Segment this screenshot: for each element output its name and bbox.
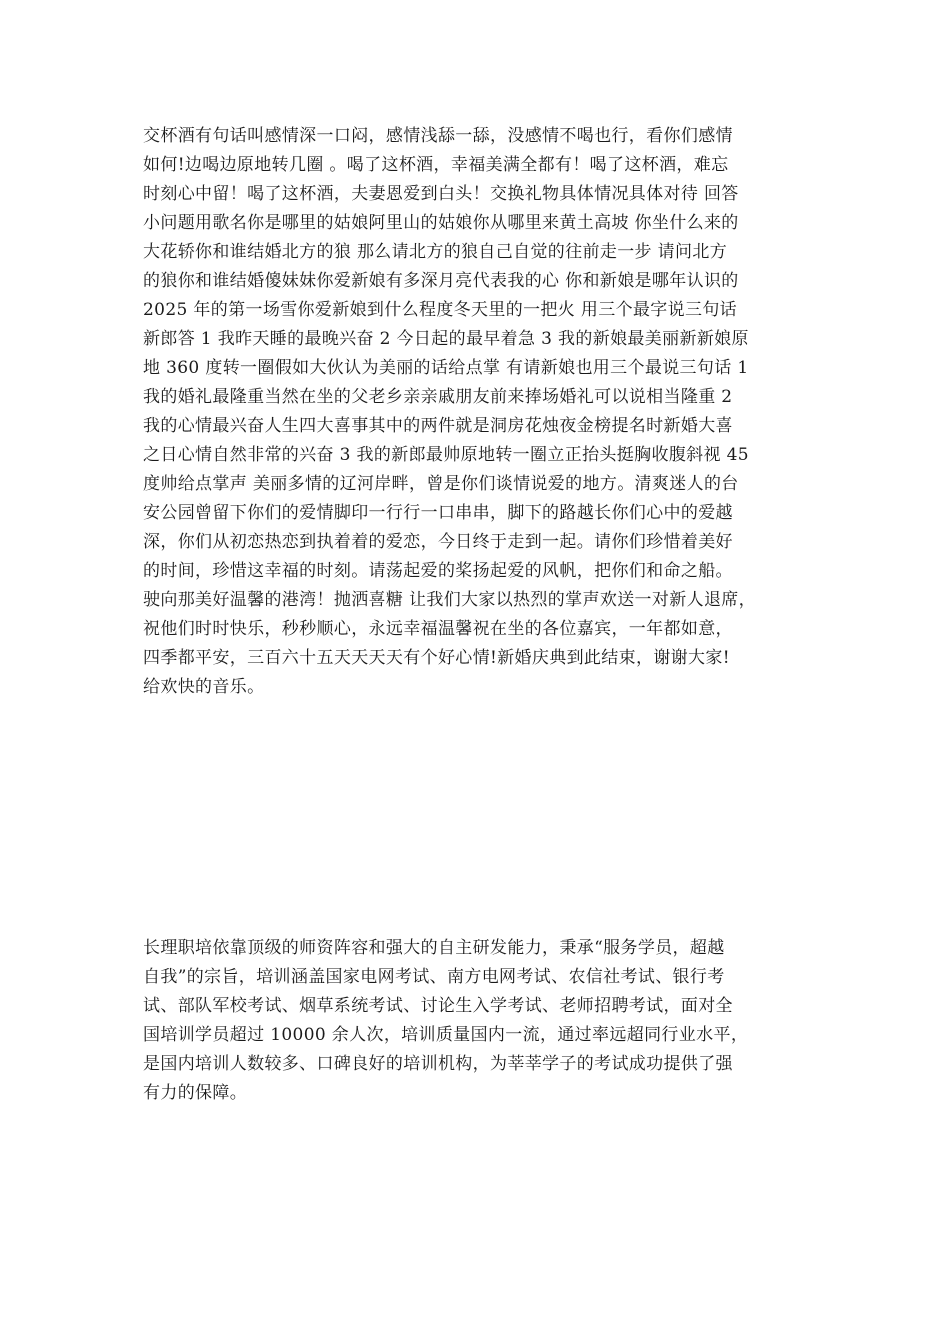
text-line: 驶向那美好温馨的港湾！抛洒喜糖 让我们大家以热烈的掌声欢送一对新人退席，: [143, 590, 757, 610]
text-line: 四季都平安，三百六十五天天天天有个好心情!新婚庆典到此结束，谢谢大家!: [143, 648, 730, 668]
text-line: 地 360 度转一圈假如大伙认为美丽的话给点掌 有请新娘也用三个最说三句话 1: [143, 358, 749, 378]
wedding-speech-paragraph: [143, 122, 843, 702]
text-line: 小问题用歌名你是哪里的姑娘阿里山的姑娘你从哪里来黄土高坡 你坐什么来的: [143, 213, 739, 233]
text-line: 是国内培训人数较多、口碑良好的培训机构，为莘莘学子的考试成功提供了强: [143, 1054, 733, 1074]
text-line: 度帅给点掌声 美丽多情的辽河岸畔，曾是你们谈情说爱的地方。清爽迷人的台: [143, 474, 739, 494]
text-line: 之日心情自然非常的兴奋 3 我的新郎最帅原地转一圈立正抬头挺胸收腹斜视 45: [143, 445, 749, 465]
text-line: 长理职培依靠顶级的师资阵容和强大的自主研发能力，秉承“服务学员，超越: [143, 938, 725, 958]
text-line: 我的心情最兴奋人生四大喜事其中的两件就是洞房花烛夜金榜提名时新婚大喜: [143, 416, 733, 436]
text-line: 安公园曾留下你们的爱情脚印一行行一口串串，脚下的路越长你们心中的爱越: [143, 503, 733, 523]
text-line: 深，你们从初恋热恋到执着着的爱恋，今日终于走到一起。请你们珍惜着美好: [143, 532, 733, 552]
text-line: 给欢快的音乐。: [143, 677, 265, 697]
text-line: 试、部队军校考试、烟草系统考试、讨论生入学考试、老师招聘考试，面对全: [143, 996, 733, 1016]
text-line: 大花轿你和谁结婚北方的狼 那么请北方的狼自己自觉的往前走一步 请问北方: [143, 242, 728, 262]
text-line: 交杯酒有句话叫感情深一口闷，感情浅舔一舔，没感情不喝也行，看你们感情: [143, 126, 733, 146]
text-line: 如何!边喝边原地转几圈 。喝了这杯酒，幸福美满全都有！喝了这杯酒，难忘: [143, 155, 729, 175]
text-line: 2025 年的第一场雪你爱新娘到什么程度冬天里的一把火 用三个最字说三句话: [143, 300, 738, 320]
text-line: 自我”的宗旨，培训涵盖国家电网考试、南方电网考试、农信社考试、银行考: [143, 967, 725, 987]
text-line: 的狼你和谁结婚傻妹妹你爱新娘有多深月亮代表我的心 你和新娘是哪年认识的: [143, 271, 739, 291]
text-line: 时刻心中留！喝了这杯酒，夫妻恩爱到白头！交换礼物具体情况具体对待 回答: [143, 184, 739, 204]
text-line: 祝他们时时快乐，秒秒顺心，永远幸福温馨祝在坐的各位嘉宾，一年都如意，: [143, 619, 733, 639]
text-line: 新郎答 1 我昨天睡的最晚兴奋 2 今日起的最早着急 3 我的新娘最美丽新新娘原: [143, 329, 749, 349]
training-promo-paragraph: [143, 934, 843, 1108]
text-line: 我的婚礼最隆重当然在坐的父老乡亲亲戚朋友前来捧场婚礼可以说相当隆重 2: [143, 387, 733, 407]
text-line: 有力的保障。: [143, 1083, 248, 1103]
text-line: 的时间，珍惜这幸福的时刻。请荡起爱的桨扬起爱的风帆，把你们和命之船。: [143, 561, 733, 581]
text-line: 国培训学员超过 10000 余人次，培训质量国内一流，通过率远超同行业水平，: [143, 1025, 749, 1045]
